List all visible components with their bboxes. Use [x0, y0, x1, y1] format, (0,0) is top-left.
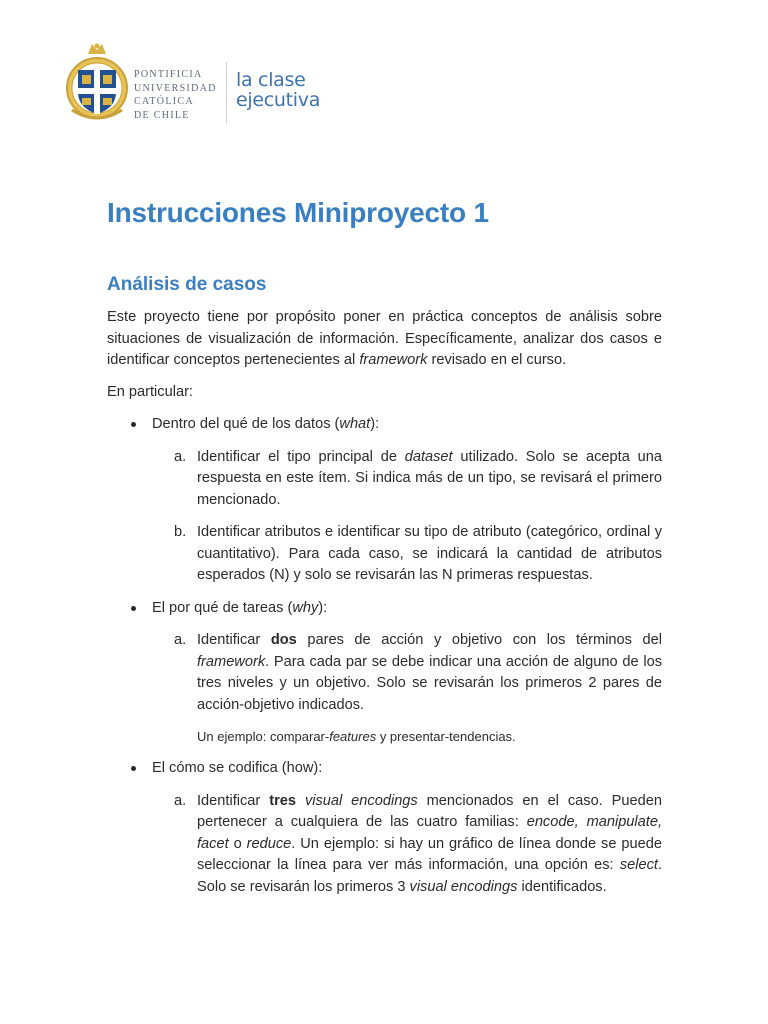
- text-run: Identificar: [197, 632, 271, 648]
- page-header: [66, 40, 366, 130]
- text-run: Identificar atributos e identificar su tipo de atributo (categórico, ordinal y cuantitativo). Para cada caso, se indicará la cantidad de atributos esperados (N) y solo se revisarán las N primeras respuestas.: [197, 524, 662, 583]
- brand-line-2: ejecutiva: [236, 89, 321, 111]
- text-run-italic: framework: [197, 653, 266, 670]
- bullet-how: [107, 758, 662, 780]
- text-run-italic: framework: [359, 352, 428, 368]
- how-item-a: [107, 791, 662, 899]
- text-run-bold: dos: [270, 632, 297, 648]
- text-run: El cómo se codifica (how):: [152, 760, 323, 776]
- text-run: Dentro del qué de los datos (: [152, 416, 340, 432]
- text-run: Identificar el tipo principal de: [197, 448, 405, 465]
- bullet-dot-icon: [131, 766, 136, 771]
- text-run: ):: [370, 416, 380, 432]
- text-run: utilizado. Solo se acepta una respuesta en este ítem. Si indica más de un tipo, se revisará el primero mencionado.: [197, 448, 662, 508]
- text-run: . Un ejemplo: si hay un gráfico de línea donde se puede seleccionar la línea para ver más información, una opción es:: [197, 835, 662, 873]
- text-run: o: [228, 835, 247, 852]
- text-run: Este proyecto tiene por propósito poner en práctica conceptos de análisis sobre situaciones de visualización de información. Específicamente, analizar dos casos e identificar conceptos pertenecientes al: [107, 309, 662, 368]
- university-seal-logo: [66, 40, 128, 126]
- why-item-a: [107, 630, 662, 716]
- text-run: identificados.: [517, 878, 607, 895]
- page-title: Instrucciones Miniproyecto 1: [107, 197, 489, 228]
- university-name: [134, 68, 217, 122]
- text-run-italic: features: [329, 729, 377, 744]
- university-name-line: CATÓLICA: [134, 96, 194, 107]
- list-marker: a.: [174, 448, 187, 465]
- header-divider: [226, 62, 227, 124]
- text-run: El por qué de tareas (: [152, 599, 293, 616]
- brand-line-1: la clase: [236, 69, 306, 91]
- what-item-a: [107, 447, 662, 512]
- en-particular-paragraph: En particular:: [107, 383, 193, 400]
- section-title: Análisis de casos: [107, 274, 267, 295]
- text-run: . Solo se revisarán los primeros 3: [197, 857, 662, 895]
- university-name-line: DE CHILE: [134, 109, 190, 121]
- bullet-dot-icon: [131, 422, 136, 427]
- list-marker: b.: [174, 524, 187, 540]
- text-run: revisado en el curso.: [427, 352, 567, 368]
- text-run-italic: visual encodings: [409, 878, 518, 895]
- text-run-italic: why: [292, 599, 319, 616]
- what-item-b: [107, 522, 662, 587]
- text-run: y presentar-tendencias.: [376, 729, 516, 744]
- text-run: [296, 793, 305, 809]
- text-run: . Para cada par se debe indicar una acción de alguno de los tres niveles y un objetivo. Solo se revisarán los primeros 2 pares de acción-objetivo indicados.: [197, 653, 662, 713]
- text-run: pares de acción y objetivo con los términos del: [296, 632, 662, 648]
- intro-paragraph: [107, 307, 662, 372]
- list-marker: a.: [174, 632, 187, 648]
- text-run-italic: visual encodings: [304, 792, 418, 809]
- list-marker: a.: [174, 792, 187, 809]
- text-run-italic: encode, manipulate, facet: [197, 814, 663, 852]
- text-run: mencionados en el caso. Pueden pertenecer a cualquiera de las cuatro familias:: [197, 792, 662, 830]
- text-run-italic: dataset: [404, 448, 453, 465]
- brand-logo-text: [236, 70, 320, 110]
- bullet-why: [107, 598, 662, 620]
- text-run: Un ejemplo: comparar-: [197, 729, 330, 744]
- text-run-bold: tres: [269, 792, 296, 809]
- bullet-what: [107, 414, 662, 436]
- university-name-line: PONTIFICIA: [134, 69, 203, 80]
- text-run: ):: [318, 599, 328, 616]
- bullet-dot-icon: [131, 606, 136, 611]
- text-run: Identificar: [197, 792, 270, 809]
- university-name-line: UNIVERSIDAD: [134, 82, 217, 94]
- why-example: [107, 727, 662, 746]
- text-run-italic: what: [339, 416, 371, 432]
- document-body: [107, 195, 662, 909]
- text-run-italic: reduce: [246, 835, 292, 852]
- text-run-italic: select: [619, 857, 658, 873]
